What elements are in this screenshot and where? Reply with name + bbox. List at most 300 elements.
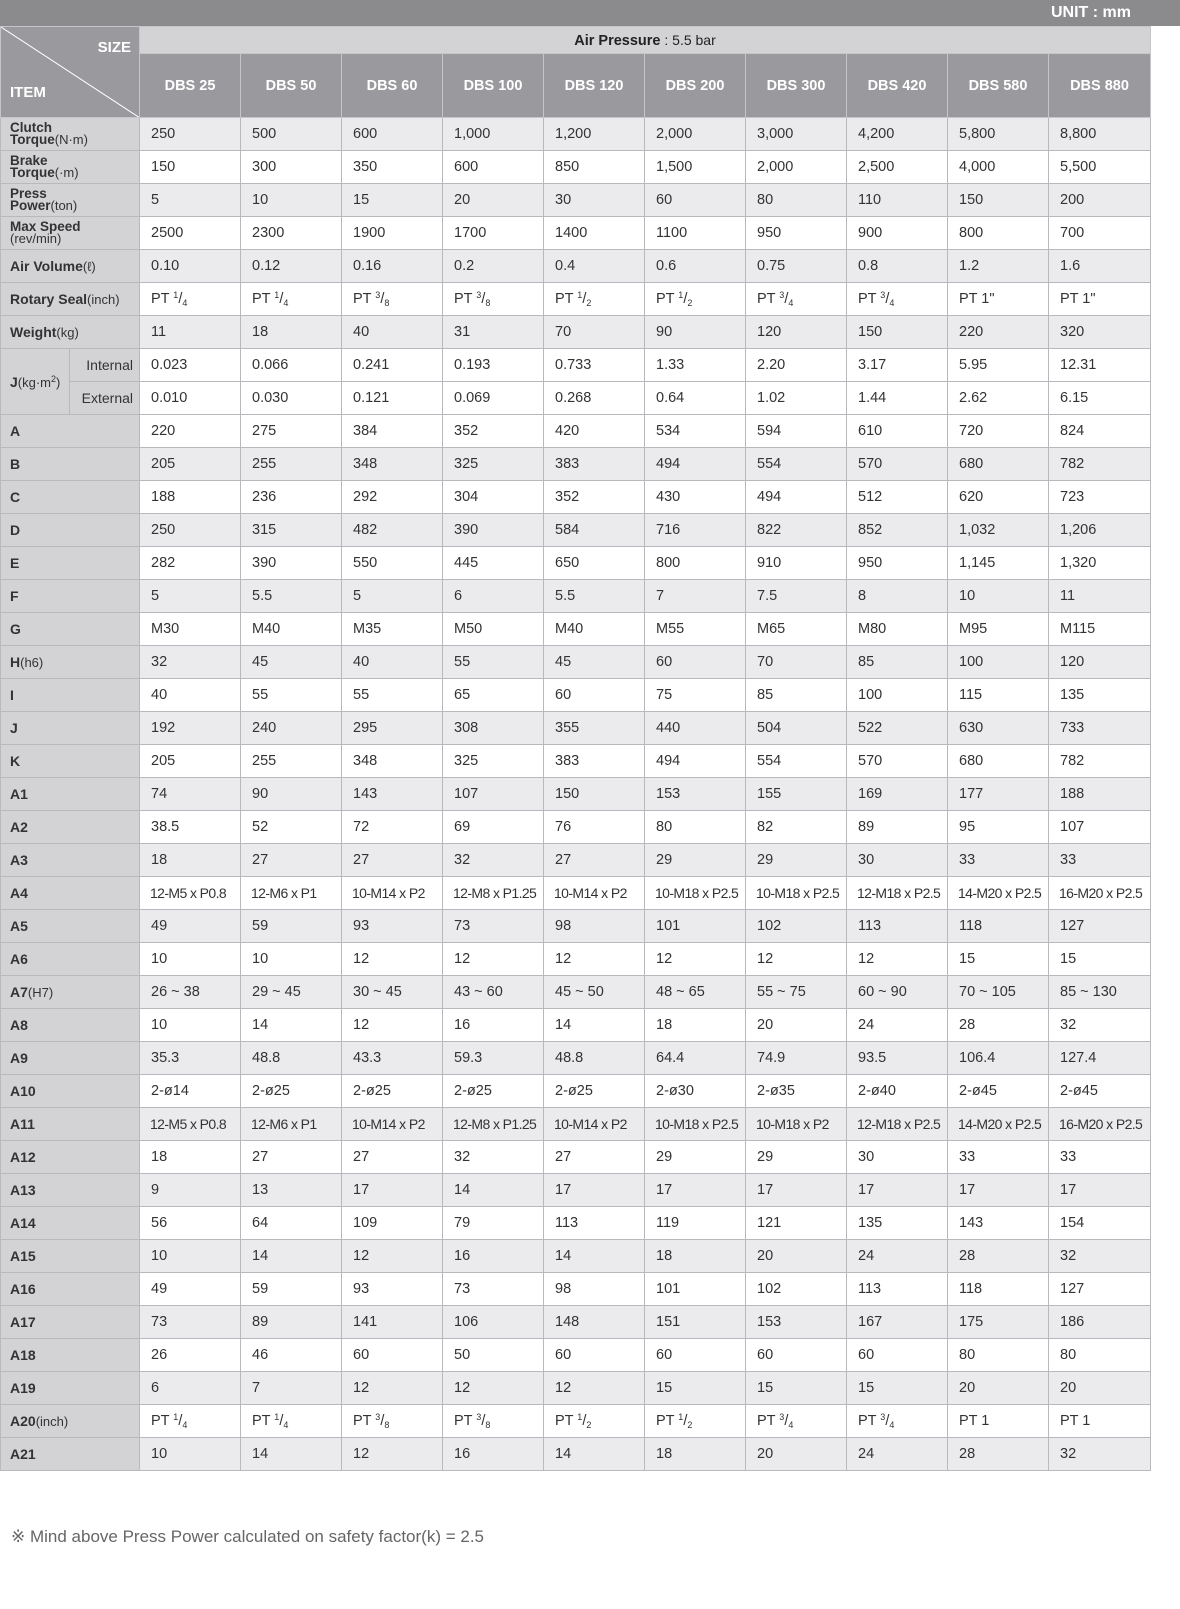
value-cell: 12 — [544, 1372, 645, 1405]
value-cell: 570 — [847, 448, 948, 481]
a20-prefix: PT — [353, 1413, 376, 1429]
seal-num: 3 — [476, 290, 482, 300]
value-cell: 150 — [948, 184, 1049, 217]
seal-den: 4 — [889, 298, 895, 308]
value-cell: 93 — [342, 1273, 443, 1306]
row-label-part: Air Volume — [10, 258, 83, 274]
row-label — [1, 514, 140, 547]
row-label-part: A14 — [10, 1215, 36, 1231]
value-cell: 33 — [948, 1141, 1049, 1174]
value-cell: 5.5 — [544, 580, 645, 613]
value-cell: 101 — [645, 910, 746, 943]
value-cell: 0.10 — [140, 250, 241, 283]
value-cell: 600 — [443, 151, 544, 184]
value-cell: 325 — [443, 448, 544, 481]
value-cell: 73 — [443, 910, 544, 943]
size-label: SIZE — [97, 39, 131, 56]
value-cell: 5.95 — [948, 349, 1049, 382]
air-pressure-header — [140, 27, 1151, 54]
value-cell: 18 — [645, 1438, 746, 1471]
spec-row — [1, 1108, 1151, 1141]
row-label-part: A16 — [10, 1281, 36, 1297]
value-cell: 17 — [1049, 1174, 1151, 1207]
value-cell: 0.121 — [342, 382, 443, 415]
row-label-part: A6 — [10, 951, 28, 967]
value-cell: 12 — [544, 943, 645, 976]
row-label-part: Torque — [10, 165, 55, 180]
value-cell: 20 — [1049, 1372, 1151, 1405]
value-cell: 275 — [241, 415, 342, 448]
value-cell: 6 — [443, 580, 544, 613]
row-label-part: H — [10, 654, 21, 670]
value-cell: 852 — [847, 514, 948, 547]
value-cell: 2,000 — [645, 118, 746, 151]
model-header-cell: DBS 50 — [241, 54, 342, 118]
value-cell: M115 — [1049, 613, 1151, 646]
seal-num: 1 — [274, 290, 280, 300]
row-label — [1, 1075, 140, 1108]
value-cell: 49 — [140, 910, 241, 943]
value-cell: M40 — [241, 613, 342, 646]
row-label-part: ) — [56, 374, 61, 390]
row-label-part: E — [10, 555, 20, 571]
value-cell: 118 — [948, 910, 1049, 943]
value-cell: 0.75 — [746, 250, 847, 283]
value-cell: 69 — [443, 811, 544, 844]
value-cell: 33 — [1049, 844, 1151, 877]
value-cell: 150 — [544, 778, 645, 811]
value-cell: PT $^3/_8$ — [443, 283, 544, 316]
a20-prefix: PT — [252, 1413, 275, 1429]
value-cell: PT $^3/_4$ — [746, 283, 847, 316]
model-header-cell: DBS 25 — [140, 54, 241, 118]
row-label-part: C — [10, 489, 21, 505]
row-label-part: Max Speed — [10, 219, 81, 234]
row-label-part: I — [10, 687, 14, 703]
value-cell: 255 — [241, 448, 342, 481]
value-cell: 0.193 — [443, 349, 544, 382]
value-cell: 143 — [948, 1207, 1049, 1240]
value-cell: 680 — [948, 448, 1049, 481]
value-cell: 0.12 — [241, 250, 342, 283]
value-cell: 43 ~ 60 — [443, 976, 544, 1009]
a20-den: 2 — [586, 1420, 592, 1430]
value-cell: 1700 — [443, 217, 544, 250]
value-cell: 135 — [847, 1207, 948, 1240]
value-cell: 2500 — [140, 217, 241, 250]
value-cell: 30 — [847, 844, 948, 877]
seal-den: 8 — [485, 298, 491, 308]
value-cell: 420 — [544, 415, 645, 448]
row-label-part: A11 — [10, 1116, 35, 1132]
row-label-part: Rotary Seal — [10, 291, 88, 307]
model-header-cell: DBS 880 — [1049, 54, 1151, 118]
a20-prefix: PT 1 — [959, 1413, 990, 1429]
value-cell: 127.4 — [1049, 1042, 1151, 1075]
row-label — [1, 910, 140, 943]
value-cell: 107 — [443, 778, 544, 811]
value-cell: 2,500 — [847, 151, 948, 184]
value-cell: 822 — [746, 514, 847, 547]
row-label — [1, 481, 140, 514]
value-cell: 18 — [645, 1009, 746, 1042]
value-cell: 1100 — [645, 217, 746, 250]
value-cell: 494 — [645, 745, 746, 778]
value-cell: 30 — [847, 1141, 948, 1174]
value-cell: 2-ø25 — [342, 1075, 443, 1108]
spec-row — [1, 184, 1151, 217]
value-cell: 14 — [241, 1438, 342, 1471]
value-cell: 650 — [544, 547, 645, 580]
seal-prefix: PT — [151, 291, 174, 307]
value-cell: PT $^3/_4$ — [847, 1405, 948, 1438]
row-label — [1, 1042, 140, 1075]
value-cell: 27 — [544, 1141, 645, 1174]
value-cell: 554 — [746, 745, 847, 778]
value-cell: 0.023 — [140, 349, 241, 382]
j-external-label: External — [70, 382, 140, 415]
value-cell: 29 ~ 45 — [241, 976, 342, 1009]
spec-row — [1, 1042, 1151, 1075]
value-cell: 5 — [140, 580, 241, 613]
value-cell: 16 — [443, 1438, 544, 1471]
value-cell: 16-M20 x P2.5 — [1049, 1108, 1151, 1141]
value-cell: 504 — [746, 712, 847, 745]
value-cell: 55 — [443, 646, 544, 679]
spec-row — [1, 844, 1151, 877]
model-header-cell: DBS 300 — [746, 54, 847, 118]
value-cell: 60 — [645, 1339, 746, 1372]
row-label-part: A18 — [10, 1347, 36, 1363]
spec-row — [1, 646, 1151, 679]
a20-num: 1 — [173, 1412, 179, 1422]
value-cell: 27 — [241, 844, 342, 877]
row-label-part: (·m) — [54, 165, 79, 180]
value-cell: 14 — [544, 1009, 645, 1042]
row-label-part: Brake — [10, 153, 48, 168]
value-cell: 8,800 — [1049, 118, 1151, 151]
value-cell: 59 — [241, 1273, 342, 1306]
value-cell: 60 — [746, 1339, 847, 1372]
value-cell: 60 — [544, 1339, 645, 1372]
value-cell: 11 — [140, 316, 241, 349]
value-cell: 250 — [140, 118, 241, 151]
row-label — [1, 448, 140, 481]
row-label-part: (h6) — [20, 655, 44, 670]
value-cell: 188 — [1049, 778, 1151, 811]
value-cell: 12 — [342, 1372, 443, 1405]
row-label — [1, 118, 140, 151]
value-cell: 1,320 — [1049, 547, 1151, 580]
value-cell: 27 — [241, 1141, 342, 1174]
value-cell: 29 — [746, 1141, 847, 1174]
value-cell: 74.9 — [746, 1042, 847, 1075]
value-cell: 2-ø40 — [847, 1075, 948, 1108]
value-cell: 900 — [847, 217, 948, 250]
spec-row — [1, 1009, 1151, 1042]
value-cell: 15 — [746, 1372, 847, 1405]
value-cell: 255 — [241, 745, 342, 778]
row-label — [1, 1306, 140, 1339]
value-cell: 9 — [140, 1174, 241, 1207]
value-cell: 0.069 — [443, 382, 544, 415]
value-cell: 80 — [948, 1339, 1049, 1372]
spec-row — [1, 151, 1151, 184]
value-cell: 0.4 — [544, 250, 645, 283]
row-label-part: (inch) — [35, 1414, 69, 1429]
seal-prefix: PT — [656, 291, 679, 307]
value-cell: 0.64 — [645, 382, 746, 415]
value-cell: 101 — [645, 1273, 746, 1306]
row-label — [1, 745, 140, 778]
value-cell: 73 — [140, 1306, 241, 1339]
value-cell: 24 — [847, 1009, 948, 1042]
row-label — [1, 877, 140, 910]
value-cell: PT $^1/_4$ — [140, 1405, 241, 1438]
spec-row — [1, 1141, 1151, 1174]
row-label-part: A10 — [10, 1083, 36, 1099]
value-cell: 630 — [948, 712, 1049, 745]
value-cell: 304 — [443, 481, 544, 514]
value-cell: PT $^3/_4$ — [847, 283, 948, 316]
value-cell: 2,000 — [746, 151, 847, 184]
value-cell: 55 ~ 75 — [746, 976, 847, 1009]
value-cell: 12 — [443, 943, 544, 976]
value-cell: PT $^1/_4$ — [241, 1405, 342, 1438]
value-cell: PT $^1/_2$ — [645, 1405, 746, 1438]
value-cell: 27 — [342, 844, 443, 877]
value-cell: 534 — [645, 415, 746, 448]
value-cell: 500 — [241, 118, 342, 151]
value-cell: 2.20 — [746, 349, 847, 382]
value-cell: 12.31 — [1049, 349, 1151, 382]
a20-num: 3 — [880, 1412, 886, 1422]
seal-den: 8 — [384, 298, 390, 308]
value-cell: 33 — [948, 844, 1049, 877]
value-cell: PT $^1/_2$ — [645, 283, 746, 316]
value-cell: 113 — [847, 1273, 948, 1306]
a20-prefix: PT — [757, 1413, 780, 1429]
value-cell: 113 — [847, 910, 948, 943]
value-cell: 155 — [746, 778, 847, 811]
value-cell: 10-M18 x P2 — [746, 1108, 847, 1141]
row-label-part: A17 — [10, 1314, 36, 1330]
value-cell: 98 — [544, 910, 645, 943]
value-cell: 2.62 — [948, 382, 1049, 415]
value-cell: PT $^1/_2$ — [544, 283, 645, 316]
value-cell: 570 — [847, 745, 948, 778]
value-cell: 60 — [645, 646, 746, 679]
value-cell: 10-M14 x P2 — [342, 1108, 443, 1141]
seal-prefix: PT — [353, 291, 376, 307]
value-cell: 115 — [948, 679, 1049, 712]
a20-prefix: PT — [151, 1413, 174, 1429]
value-cell: 102 — [746, 1273, 847, 1306]
value-cell: 48.8 — [544, 1042, 645, 1075]
row-label-part: 2 — [51, 373, 57, 384]
value-cell: 153 — [746, 1306, 847, 1339]
a20-num: 3 — [476, 1412, 482, 1422]
value-cell — [948, 1405, 1049, 1438]
row-label — [1, 1207, 140, 1240]
value-cell: M50 — [443, 613, 544, 646]
spec-row — [1, 283, 1151, 316]
value-cell: PT $^3/_8$ — [342, 1405, 443, 1438]
row-label-part: A3 — [10, 852, 28, 868]
value-cell: 32 — [443, 844, 544, 877]
value-cell: 169 — [847, 778, 948, 811]
a20-prefix: PT — [656, 1413, 679, 1429]
a20-num: 1 — [577, 1412, 583, 1422]
value-cell: 45 — [544, 646, 645, 679]
value-cell: 1900 — [342, 217, 443, 250]
value-cell: 17 — [342, 1174, 443, 1207]
value-cell: 10-M14 x P2 — [544, 1108, 645, 1141]
value-cell: 10 — [140, 1240, 241, 1273]
value-cell: 300 — [241, 151, 342, 184]
value-cell: 348 — [342, 745, 443, 778]
row-label-part: A21 — [10, 1446, 36, 1462]
row-label — [1, 976, 140, 1009]
value-cell: PT $^1/_2$ — [544, 1405, 645, 1438]
value-cell: 16 — [443, 1240, 544, 1273]
value-cell — [1049, 283, 1151, 316]
spec-table — [0, 26, 1151, 1471]
value-cell: 10 — [948, 580, 1049, 613]
value-cell: 64.4 — [645, 1042, 746, 1075]
value-cell: 33 — [1049, 1141, 1151, 1174]
row-label-part: D — [10, 522, 21, 538]
value-cell: 315 — [241, 514, 342, 547]
value-cell: 6 — [140, 1372, 241, 1405]
value-cell: 29 — [746, 844, 847, 877]
row-label — [1, 547, 140, 580]
spec-row — [1, 349, 1151, 382]
value-cell: 26 ~ 38 — [140, 976, 241, 1009]
value-cell: 13 — [241, 1174, 342, 1207]
value-cell: 320 — [1049, 316, 1151, 349]
value-cell: 12 — [746, 943, 847, 976]
model-header-cell: DBS 200 — [645, 54, 746, 118]
value-cell: 175 — [948, 1306, 1049, 1339]
value-cell: 143 — [342, 778, 443, 811]
value-cell: 10-M18 x P2.5 — [645, 1108, 746, 1141]
value-cell: 12-M8 x P1.25 — [443, 877, 544, 910]
row-label-part: A13 — [10, 1182, 36, 1198]
spec-row — [1, 1240, 1151, 1273]
value-cell: 28 — [948, 1438, 1049, 1471]
value-cell: 205 — [140, 448, 241, 481]
value-cell: 74 — [140, 778, 241, 811]
value-cell: 80 — [1049, 1339, 1151, 1372]
value-cell: 350 — [342, 151, 443, 184]
row-label-part: Torque — [10, 132, 55, 147]
value-cell: 0.8 — [847, 250, 948, 283]
value-cell: M35 — [342, 613, 443, 646]
value-cell: 20 — [746, 1009, 847, 1042]
row-label-part: (kg·m — [17, 374, 52, 390]
value-cell: 150 — [140, 151, 241, 184]
value-cell: 2-ø25 — [241, 1075, 342, 1108]
value-cell: 554 — [746, 448, 847, 481]
value-cell: PT $^3/_4$ — [746, 1405, 847, 1438]
row-label-part: K — [10, 753, 21, 769]
value-cell: 106 — [443, 1306, 544, 1339]
value-cell: PT $^3/_8$ — [443, 1405, 544, 1438]
value-cell: 48.8 — [241, 1042, 342, 1075]
value-cell: 38.5 — [140, 811, 241, 844]
value-cell: 127 — [1049, 910, 1151, 943]
value-cell: 43.3 — [342, 1042, 443, 1075]
value-cell: 2-ø45 — [948, 1075, 1049, 1108]
row-label — [1, 844, 140, 877]
value-cell: 782 — [1049, 745, 1151, 778]
row-label-part: (kg) — [56, 325, 79, 340]
value-cell: 100 — [948, 646, 1049, 679]
value-cell: 35.3 — [140, 1042, 241, 1075]
row-label-part: A19 — [10, 1380, 36, 1396]
value-cell: 720 — [948, 415, 1049, 448]
value-cell: 98 — [544, 1273, 645, 1306]
value-cell: 64 — [241, 1207, 342, 1240]
row-label-part: G — [10, 621, 21, 637]
value-cell: 45 ~ 50 — [544, 976, 645, 1009]
value-cell: 723 — [1049, 481, 1151, 514]
spec-row — [1, 316, 1151, 349]
spec-row — [1, 250, 1151, 283]
value-cell: 49 — [140, 1273, 241, 1306]
value-cell: 7.5 — [746, 580, 847, 613]
value-cell: 18 — [241, 316, 342, 349]
value-cell: 14-M20 x P2.5 — [948, 1108, 1049, 1141]
value-cell: 28 — [948, 1240, 1049, 1273]
value-cell: M30 — [140, 613, 241, 646]
row-label-part: (ℓ) — [82, 259, 96, 274]
row-label-part: (ton) — [50, 198, 78, 213]
value-cell: 200 — [1049, 184, 1151, 217]
spec-row — [1, 547, 1151, 580]
value-cell: 16-M20 x P2.5 — [1049, 877, 1151, 910]
a20-den: 8 — [384, 1420, 390, 1430]
value-cell: 186 — [1049, 1306, 1151, 1339]
value-cell: 2-ø35 — [746, 1075, 847, 1108]
value-cell: 32 — [1049, 1438, 1151, 1471]
value-cell: 733 — [1049, 712, 1151, 745]
row-label-part: (rev/min) — [10, 231, 62, 246]
value-cell: 1.2 — [948, 250, 1049, 283]
row-label — [1, 1339, 140, 1372]
value-cell: 494 — [645, 448, 746, 481]
value-cell: M65 — [746, 613, 847, 646]
value-cell: 1,200 — [544, 118, 645, 151]
value-cell: 1,206 — [1049, 514, 1151, 547]
row-label-part: A4 — [10, 885, 28, 901]
value-cell: 167 — [847, 1306, 948, 1339]
j-internal-label: Internal — [70, 349, 140, 382]
value-cell: 26 — [140, 1339, 241, 1372]
value-cell: 325 — [443, 745, 544, 778]
value-cell: 70 ~ 105 — [948, 976, 1049, 1009]
value-cell: 6.15 — [1049, 382, 1151, 415]
value-cell: 72 — [342, 811, 443, 844]
value-cell: 7 — [645, 580, 746, 613]
row-label-part: A7 — [10, 984, 28, 1000]
value-cell: 28 — [948, 1009, 1049, 1042]
item-label: ITEM — [10, 84, 46, 101]
value-cell: 154 — [1049, 1207, 1151, 1240]
value-cell: 2-ø45 — [1049, 1075, 1151, 1108]
spec-row — [1, 382, 1151, 415]
